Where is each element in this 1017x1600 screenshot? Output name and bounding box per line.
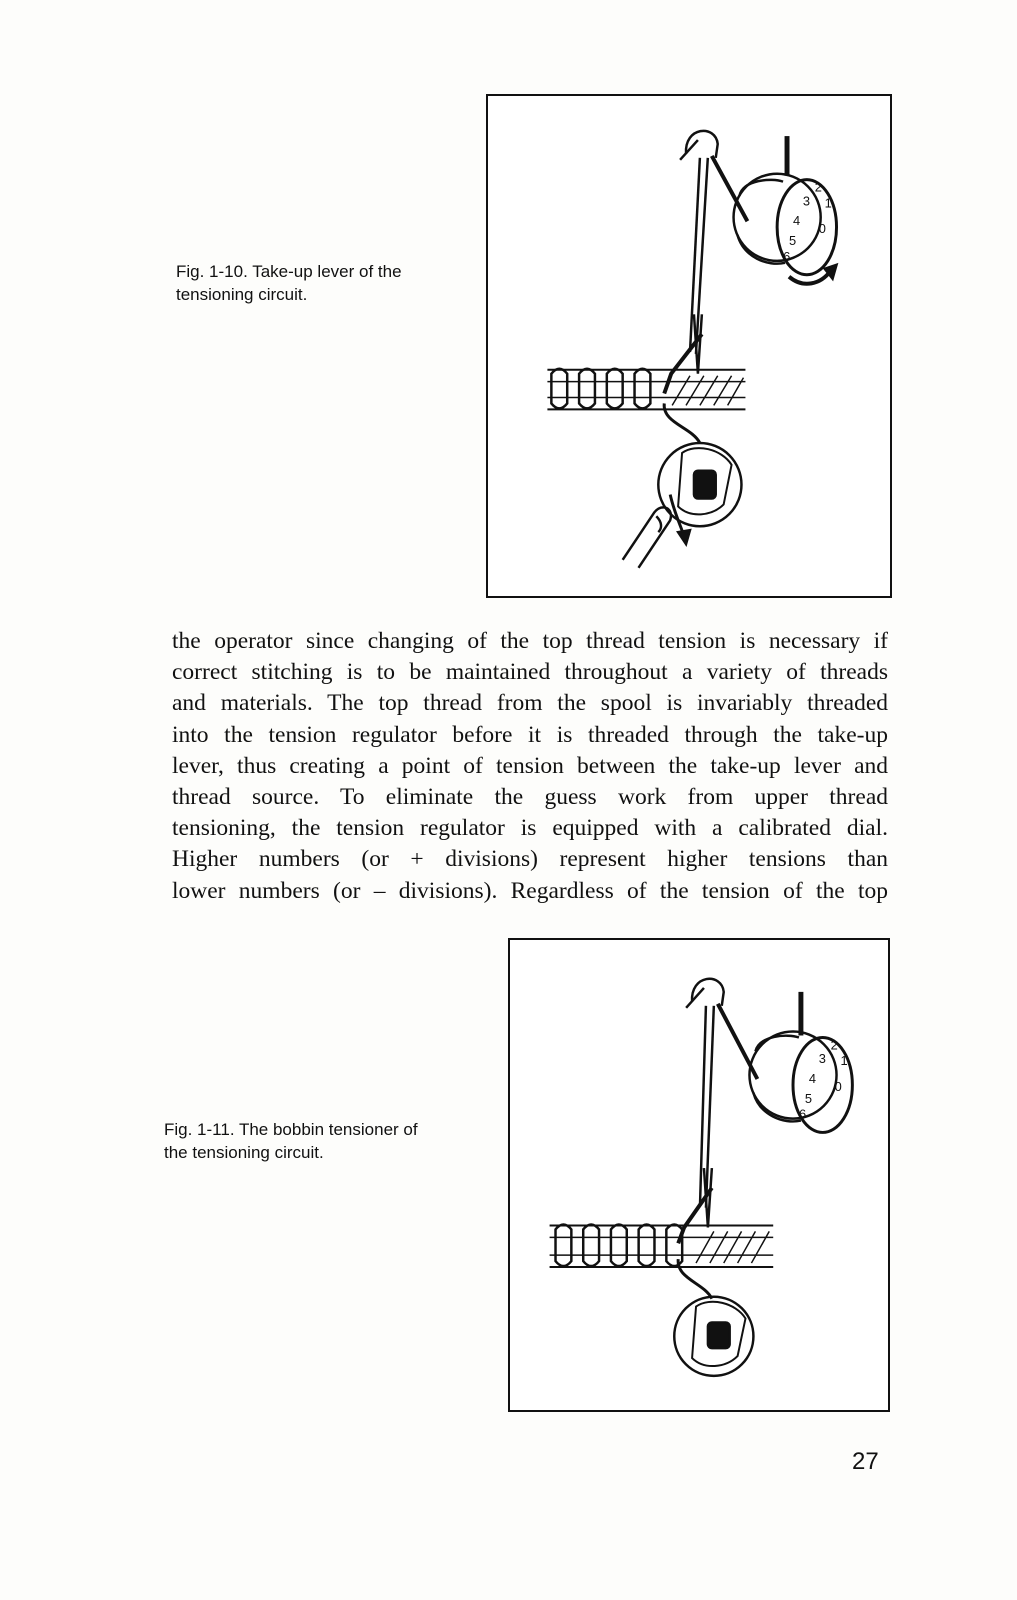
bobbin-tensioner-drawing [510,940,888,1410]
body-line: Higher numbers (or + divisions) represent higher tensions than [172,846,888,873]
dial-number: 2 [830,1037,838,1053]
dial-number: 4 [792,213,801,229]
page-number: 27 [852,1448,879,1475]
body-line: lever, thus creating a point of tension between the take-up lever and [172,752,888,779]
body-paragraph [172,626,888,907]
dial-number: 3 [818,1051,826,1067]
dial-number: 1 [840,1053,848,1069]
caption-line: Fig. 1-11. The bobbin tensioner of [164,1120,418,1139]
body-line: and materials. The top thread from the spool is invariably threaded [172,690,888,717]
dial-number: 4 [808,1070,816,1086]
dial-number: 1 [824,195,832,211]
figure-1-10-illustration [486,94,892,598]
body-line: lower numbers (or – divisions). Regardless of the tension of the top [172,877,888,904]
body-line: correct stitching is to be maintained throughout a variety of threads [172,659,888,686]
dial-number: 2 [814,179,822,195]
caption-line: the tensioning circuit. [164,1143,324,1162]
dial-number: 5 [789,233,797,249]
dial-number: 5 [804,1090,813,1106]
body-line: thread source. To eliminate the guess work from upper thread [172,784,888,811]
figure-1-11-illustration [508,938,890,1412]
dial-number: 3 [802,193,811,209]
dial-number: 6 [798,1106,807,1122]
body-line: tensioning, the tension regulator is equipped with a calibrated dial. [172,815,888,842]
take-up-lever-drawing [488,96,890,596]
body-line: into the tension regulator before it is threaded through the take-up [172,721,888,748]
dial-number: 0 [834,1078,842,1094]
dial-number: 0 [818,221,826,237]
figure-1-10-caption [176,260,476,306]
body-line: the operator since changing of the top thread tension is necessary if [172,628,888,654]
figure-1-11-caption [164,1118,494,1164]
caption-line: Fig. 1-10. Take-up lever of the [176,262,402,281]
caption-line: tensioning circuit. [176,285,308,304]
dial-number: 6 [783,248,791,264]
